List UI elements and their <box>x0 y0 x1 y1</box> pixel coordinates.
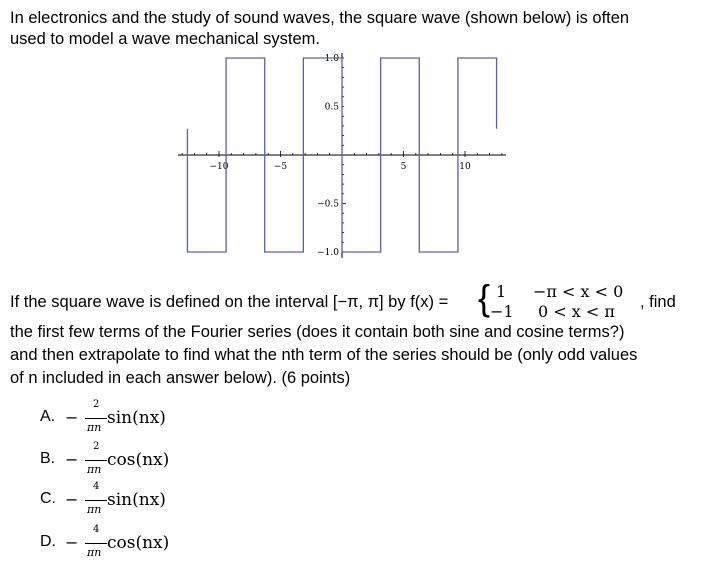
y-tick-label: −1.0 <box>317 248 339 258</box>
minus-sign: − <box>65 533 79 552</box>
numerator: 2 <box>93 441 100 452</box>
y-tick-label: −0.5 <box>317 199 339 210</box>
x-tick-label: −10 <box>209 162 229 172</box>
x-tick-label: 5 <box>400 162 407 172</box>
option-letter: A. <box>40 408 56 425</box>
numerator: 4 <box>93 524 100 535</box>
question-line-4: of n included in each answer below). (6 points) <box>10 369 351 387</box>
square-wave-plot <box>170 50 510 260</box>
piece1-value: 1 <box>496 282 507 301</box>
denominator: πn <box>87 421 102 434</box>
fraction-bar <box>85 460 107 461</box>
piece2-value: −1 <box>490 302 514 321</box>
y-tick-label: 0.5 <box>324 102 339 113</box>
question-tail: , find <box>640 293 676 311</box>
denominator: πn <box>87 463 102 476</box>
function: sin(nx) <box>107 408 166 428</box>
intro-line-2: used to model a wave mechanical system. <box>10 30 320 48</box>
intro-line-1: In electronics and the study of sound waves, the square wave (shown below) is often <box>10 9 630 27</box>
numerator: 4 <box>93 481 100 492</box>
option-letter: B. <box>40 450 56 467</box>
question-line-2: the first few terms of the Fourier series (does it contain both sine and cosine terms?) <box>10 323 625 341</box>
question-lead: If the square wave is defined on the interval [−π, π] by f(x) = <box>10 293 449 311</box>
minus-sign: − <box>65 450 79 469</box>
question-line-3: and then extrapolate to find what the nth term of the series should be (only odd values <box>10 346 638 364</box>
y-tick-label: 1.0 <box>324 54 339 64</box>
x-tick-label: −5 <box>273 162 288 172</box>
piece2-condition: 0 < x < π <box>538 302 615 321</box>
denominator: πn <box>87 503 102 516</box>
option-letter: D. <box>40 533 56 550</box>
fraction-bar <box>85 418 107 419</box>
function: cos(nx) <box>107 450 170 470</box>
piece1-condition: −π < x < 0 <box>533 282 624 301</box>
function: cos(nx) <box>107 533 170 553</box>
x-tick-label: 10 <box>459 162 471 172</box>
fraction-bar <box>85 500 107 501</box>
denominator: πn <box>87 546 102 559</box>
piecewise-brace: { <box>478 277 491 318</box>
function: sin(nx) <box>107 490 166 510</box>
minus-sign: − <box>65 408 79 427</box>
minus-sign: − <box>65 490 79 509</box>
fraction-bar <box>85 543 107 544</box>
numerator: 2 <box>93 399 100 410</box>
option-letter: C. <box>40 490 56 507</box>
